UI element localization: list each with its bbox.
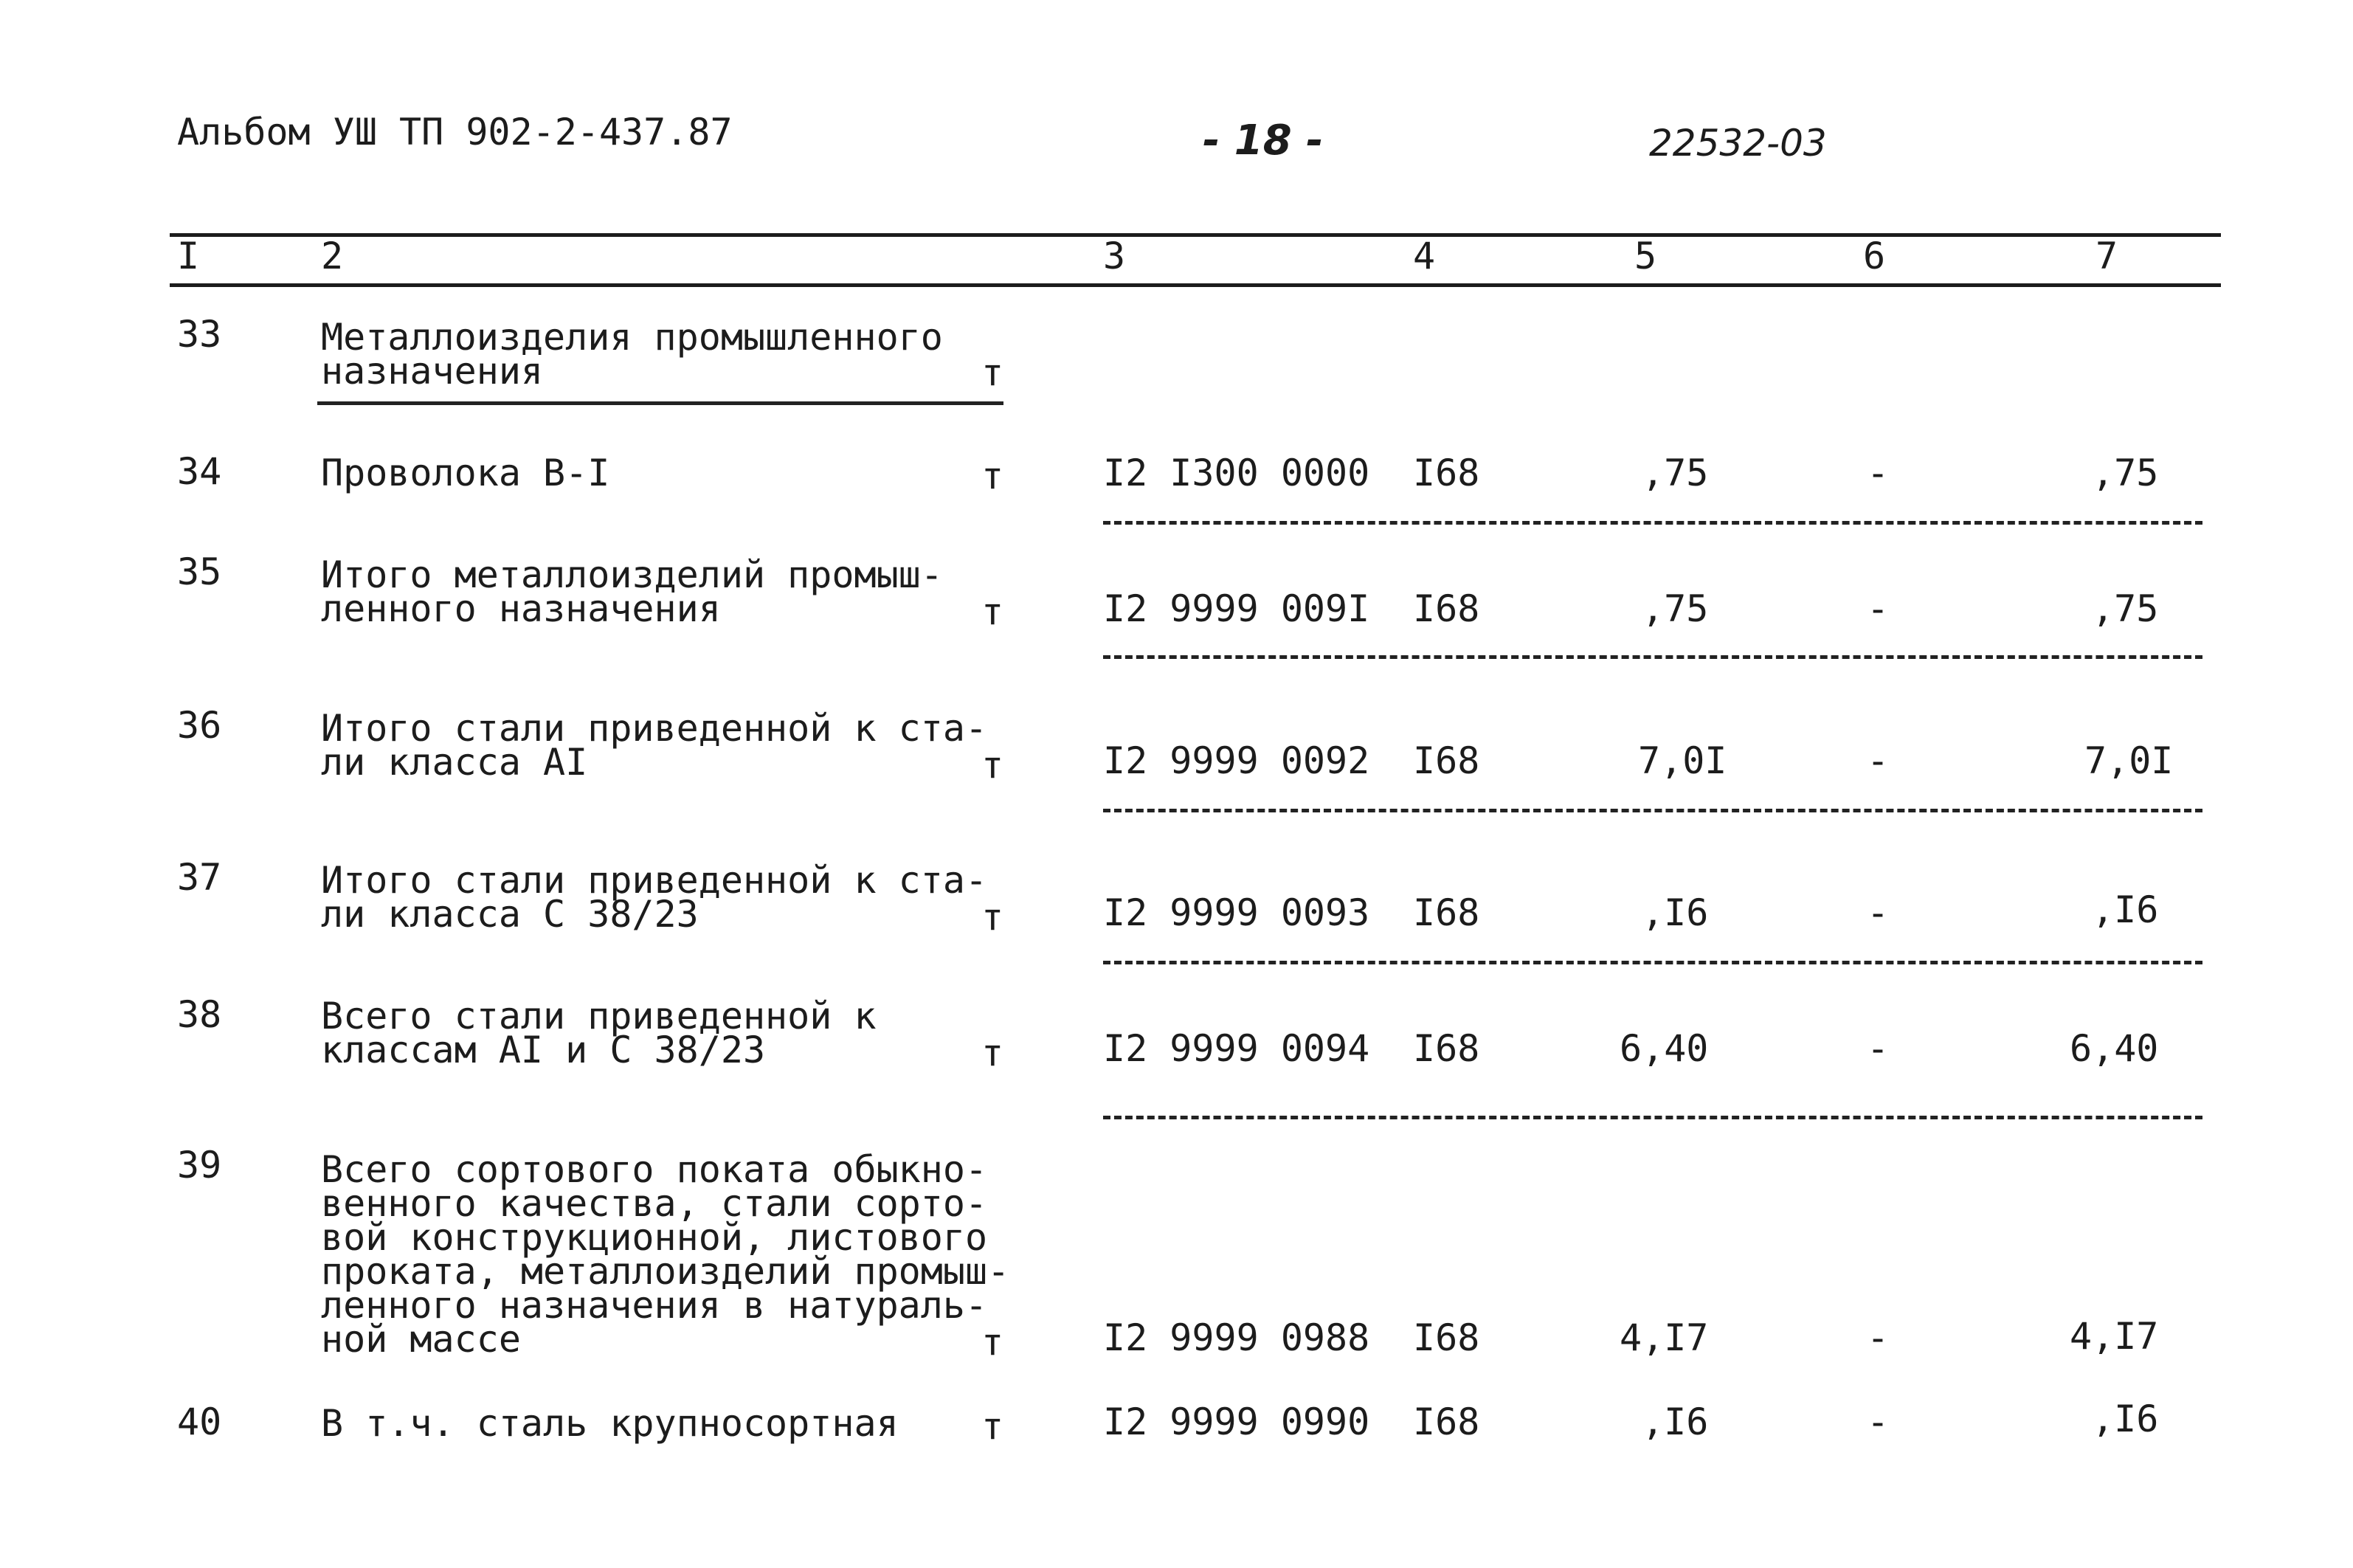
row-col5: ,I6 [1642,891,1709,934]
row-col4: I68 [1413,452,1480,494]
row-description: Итого металлоизделий промыш- ленного назначения [321,553,943,630]
column-number-1: I [177,235,200,277]
row-number: 36 [177,704,222,747]
row-description: Всего сортового поката обыкно- венного качества, стали сорто- вой конструкционной, листового проката, металлоизделий промыш- ленного назначения в натураль- ной массе [321,1148,1010,1361]
row-col5: 6,40 [1620,1027,1709,1070]
row-description: Итого стали приведенной к ста- ли класса AI [321,707,988,784]
row-number: 40 [177,1401,222,1443]
row-separator [1103,655,2202,659]
row-col7: 4,I7 [2070,1315,2159,1358]
row-unit: т [981,1405,1004,1448]
row-col5: 7,0I [1638,739,1727,782]
row-col5: 4,I7 [1620,1316,1709,1359]
row-number: 34 [177,450,222,493]
row-code: I2 9999 009I [1103,587,1370,630]
row-col6: - [1867,1316,1890,1359]
row-col7: 7,0I [2084,739,2174,782]
row-separator [1103,521,2202,525]
row-col6: - [1867,1027,1890,1070]
row-col6: - [1867,452,1890,494]
row-unit: т [981,896,1004,939]
row-description: Металлоизделия промышленного назначения [321,316,943,393]
row-code: I2 9999 0093 [1103,891,1370,934]
column-number-5: 5 [1634,235,1657,277]
document-code: 22532-03 [1649,122,1827,165]
column-number-3: 3 [1103,235,1126,277]
row-description: Всего стали приведенной к классам AI и С 38/23 [321,995,877,1071]
row-number: 33 [177,313,222,356]
row-unit: т [981,1032,1004,1074]
row-col5: ,75 [1642,587,1709,630]
row-col6: - [1867,739,1890,782]
row-description: Итого стали приведенной к ста- ли класса С 38/23 [321,859,988,936]
row-unit: т [981,590,1004,633]
row-code: I2 I300 0000 [1103,452,1370,494]
row-unit: т [981,744,1004,787]
row-separator [1103,1116,2202,1119]
row-col6: - [1867,587,1890,630]
row-col6: - [1867,891,1890,934]
column-number-7: 7 [2095,235,2118,277]
page-number: - 18 - [1203,117,1324,165]
row-col7: ,I6 [2092,888,2159,931]
row-col7: ,75 [2092,452,2159,494]
section-underline [317,401,1003,405]
row-col7: ,75 [2092,587,2159,630]
row-col4: I68 [1413,587,1480,630]
table-top-rule [170,233,2221,237]
row-unit: т [981,1321,1004,1364]
row-col6: - [1867,1401,1890,1443]
row-col4: I68 [1413,739,1480,782]
row-col5: ,75 [1642,452,1709,494]
row-number: 39 [177,1144,222,1187]
column-number-2: 2 [321,235,344,277]
row-col4: I68 [1413,1316,1480,1359]
row-col5: ,I6 [1642,1401,1709,1443]
row-number: 35 [177,550,222,593]
row-number: 37 [177,856,222,899]
row-col4: I68 [1413,1401,1480,1443]
album-designation: Альбом УШ ТП 902-2-437.87 [177,111,733,153]
row-code: I2 9999 0094 [1103,1027,1370,1070]
row-separator [1103,809,2202,812]
row-col7: ,I6 [2092,1398,2159,1440]
row-description: В т.ч. сталь крупносортная [321,1402,899,1445]
row-col7: 6,40 [2070,1027,2159,1070]
table-header-rule [170,283,2221,287]
row-description: Проволока В-I [321,452,610,494]
column-number-6: 6 [1863,235,1886,277]
row-code: I2 9999 0990 [1103,1401,1370,1443]
row-number: 38 [177,993,222,1036]
row-code: I2 9999 0092 [1103,739,1370,782]
column-number-4: 4 [1413,235,1436,277]
row-col4: I68 [1413,1027,1480,1070]
row-col4: I68 [1413,891,1480,934]
row-unit: т [981,351,1004,394]
row-separator [1103,961,2202,964]
row-unit: т [981,455,1004,497]
row-code: I2 9999 0988 [1103,1316,1370,1359]
